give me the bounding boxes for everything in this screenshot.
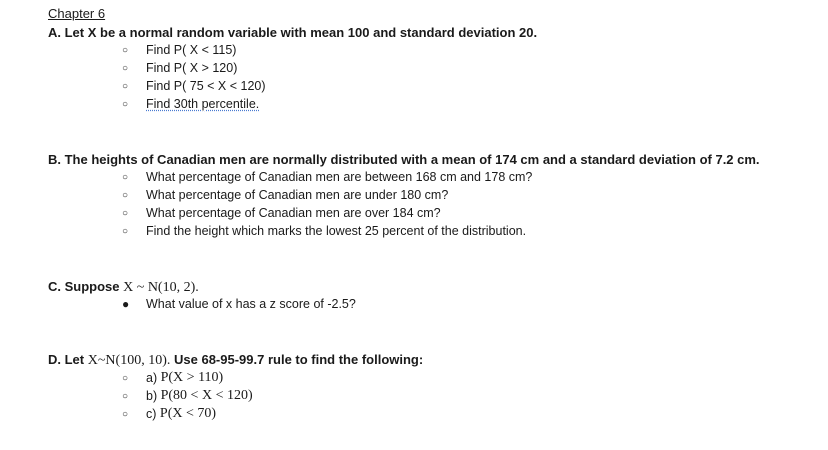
hollow-bullet-icon: ○ — [122, 225, 129, 237]
math-expression: X ~ N(10, 2). — [123, 280, 199, 295]
hollow-bullet-icon: ○ — [122, 98, 129, 110]
list-item: ○ What percentage of Canadian men are over 184 cm? — [122, 206, 441, 220]
list-item: ○ c) P(X < 70) — [122, 406, 217, 421]
chapter-title: Chapter 6 — [48, 6, 106, 21]
hollow-bullet-icon: ○ — [122, 372, 129, 384]
hollow-bullet-icon: ○ — [122, 171, 129, 183]
hollow-bullet-icon: ○ — [122, 189, 129, 201]
section-b-heading: B. The heights of Canadian men are normally distributed with a mean of 174 cm and a standard deviation of 7.2 cm. — [48, 152, 760, 167]
list-item: ○ What percentage of Canadian men are between 168 cm and 178 cm? — [122, 170, 533, 184]
section-d-heading: D. Let X~N(100, 10). Use 68-95-99.7 rule to find the following: — [48, 352, 424, 368]
hollow-bullet-icon: ○ — [122, 207, 129, 219]
math-expression: P(80 < X < 120) — [160, 388, 253, 403]
hollow-bullet-icon: ○ — [122, 80, 129, 92]
list-item: ○ Find P( X < 115) — [122, 43, 237, 57]
list-item: ○ Find P( 75 < X < 120) — [122, 79, 266, 93]
hollow-bullet-icon: ○ — [122, 44, 129, 56]
section-a-heading: A. Let X be a normal random variable with mean 100 and standard deviation 20. — [48, 25, 538, 40]
list-item: ○ Find P( X > 120) — [122, 61, 238, 75]
hollow-bullet-icon: ○ — [122, 390, 129, 402]
section-c-heading: C. Suppose X ~ N(10, 2). — [48, 279, 199, 295]
list-item: ● What value of x has a z score of -2.5? — [122, 297, 356, 311]
list-item: ○ What percentage of Canadian men are under 180 cm? — [122, 188, 449, 202]
filled-bullet-icon: ● — [122, 297, 130, 311]
math-expression: X~N(100, 10). — [87, 353, 171, 368]
list-item: ○ Find the height which marks the lowest 25 percent of the distribution. — [122, 224, 527, 238]
hollow-bullet-icon: ○ — [122, 62, 129, 74]
list-item: ○ b) P(80 < X < 120) — [122, 388, 253, 403]
list-item: ○ a) P(X > 110) — [122, 370, 224, 385]
list-item: ○ Find 30th percentile. — [122, 97, 260, 111]
math-expression: P(X > 110) — [160, 370, 224, 385]
hollow-bullet-icon: ○ — [122, 408, 129, 420]
math-expression: P(X < 70) — [159, 406, 217, 421]
